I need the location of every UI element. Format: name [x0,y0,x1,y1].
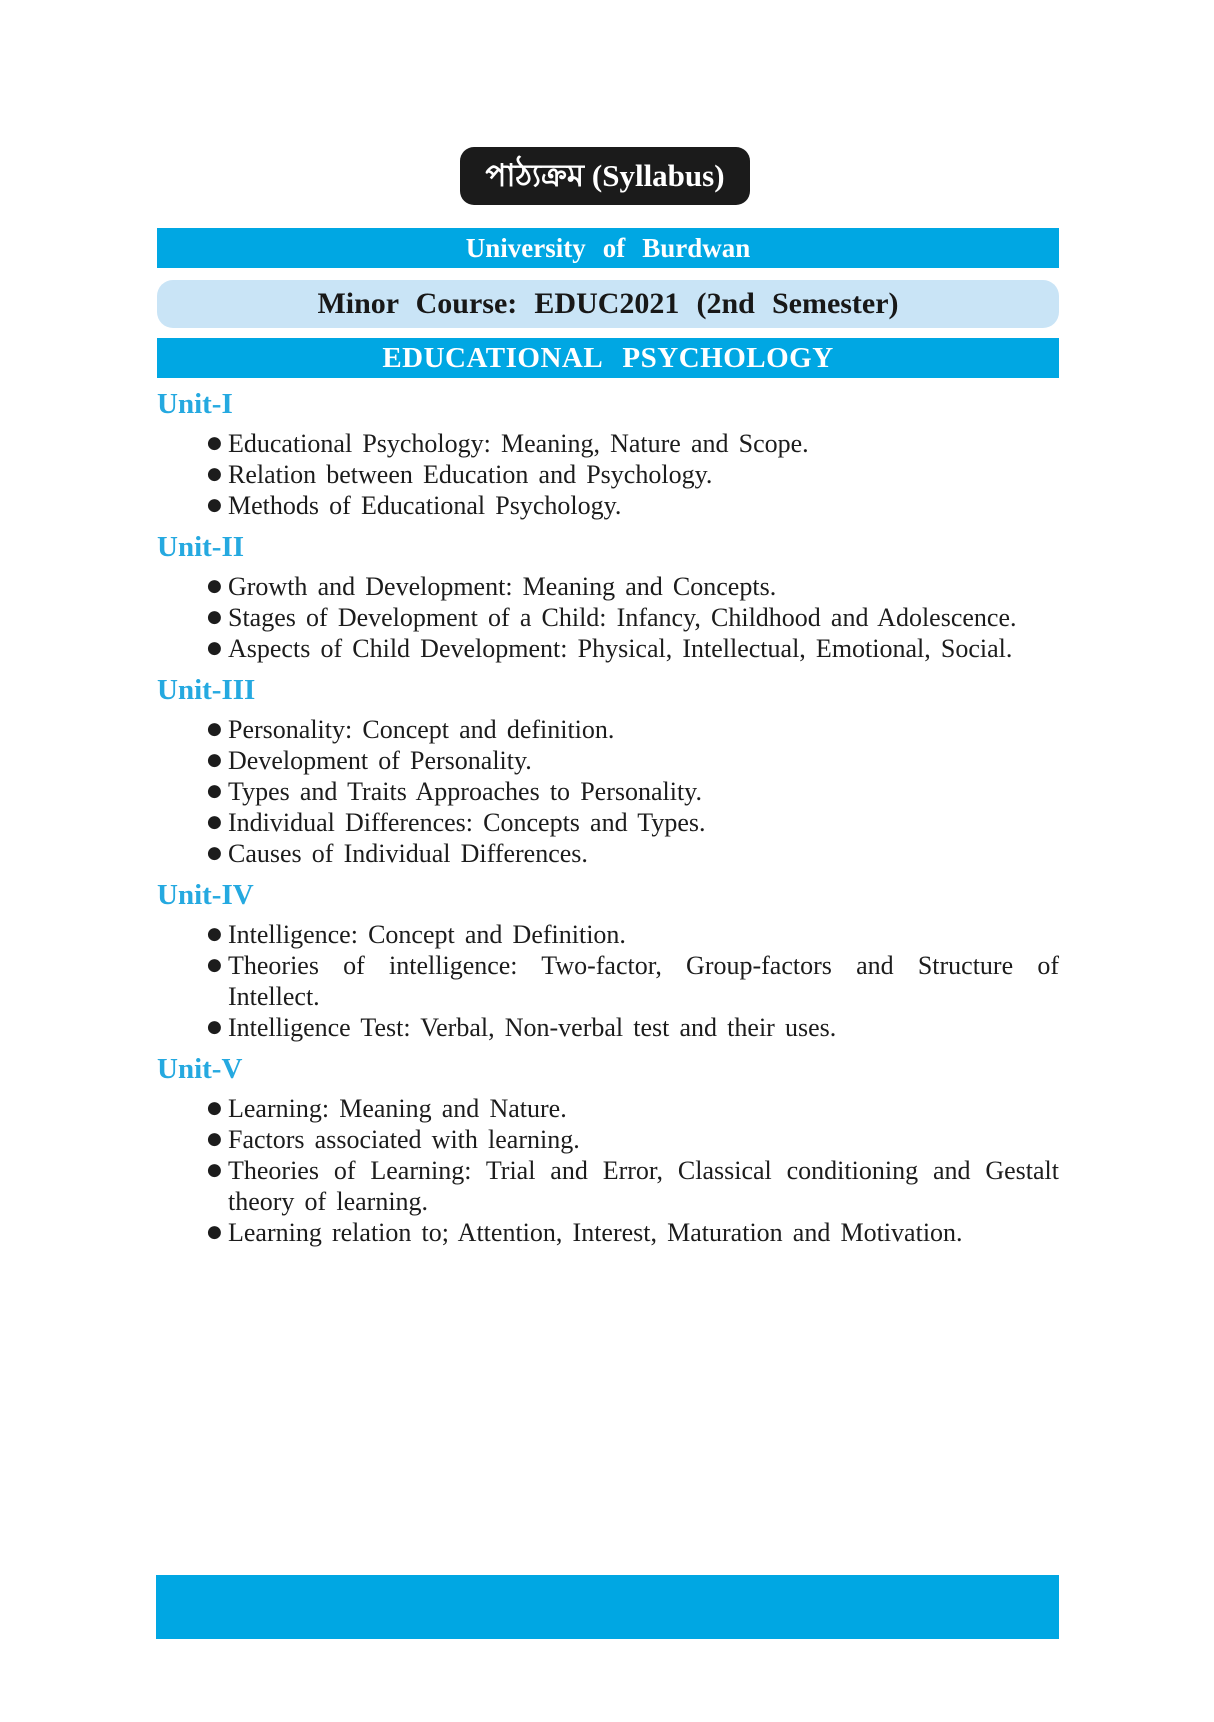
list-item-text: Personality: Concept and definition. [228,715,615,744]
syllabus-list-item [157,571,1059,602]
list-item-text: Theories of intelligence: Two-factor, Group-factors and Structure of Intellect. [228,951,1059,1011]
list-item-text: Growth and Development: Meaning and Concepts. [228,572,777,601]
list-item-text: Individual Differences: Concepts and Types. [228,808,706,837]
syllabus-list-item [157,807,1059,838]
unit-heading: Unit-II [157,531,245,563]
bullet-icon: ● [207,1098,222,1118]
unit-heading: Unit-IV [157,879,254,911]
bullet-icon: ● [207,464,222,484]
course-banner [157,280,1059,328]
bullet-icon: ● [207,924,222,944]
bullet-icon: ● [207,955,222,975]
syllabus-list-item [157,776,1059,807]
bullet-icon: ● [207,638,222,658]
syllabus-list-item [157,745,1059,776]
bullet-icon: ● [207,1129,222,1149]
bullet-icon: ● [207,1222,222,1242]
bullet-icon: ● [207,843,222,863]
syllabus-list-item [157,459,1059,490]
bullet-icon: ● [207,750,222,770]
syllabus-list-item [157,1217,1059,1248]
list-item-text: Methods of Educational Psychology. [228,491,622,520]
list-item-text: Aspects of Child Development: Physical, Intellectual, Emotional, Social. [228,634,1013,663]
syllabus-list-item [157,428,1059,459]
bullet-icon: ● [207,812,222,832]
syllabus-list-item [157,950,1059,1012]
list-item-text: Intelligence: Concept and Definition. [228,920,626,949]
list-item-text: Relation between Education and Psychology. [228,460,713,489]
bullet-icon: ● [207,607,222,627]
list-item-text: Intelligence Test: Verbal, Non-verbal test and their uses. [228,1013,837,1042]
bullet-icon: ● [207,781,222,801]
units-container [157,388,1059,1248]
university-banner [157,228,1059,268]
list-item-text: Theories of Learning: Trial and Error, Classical conditioning and Gestalt theory of learning. [228,1156,1059,1216]
list-item-text: Types and Traits Approaches to Personality. [228,777,702,806]
bullet-icon: ● [207,1017,222,1037]
list-item-text: Educational Psychology: Meaning, Nature and Scope. [228,429,809,458]
list-item-text: Learning relation to; Attention, Interest, Maturation and Motivation. [228,1218,963,1247]
list-item-text: Stages of Development of a Child: Infancy, Childhood and Adolescence. [228,603,1017,632]
list-item-text: Development of Personality. [228,746,532,775]
unit-heading: Unit-I [157,388,233,420]
course-banner-text: Minor Course: EDUC2021 (2nd Semester) [317,287,899,320]
syllabus-list-item [157,838,1059,869]
list-item-text: Factors associated with learning. [228,1125,580,1154]
bullet-icon: ● [207,495,222,515]
syllabus-title-text: পাঠ্যক্রম (Syllabus) [485,158,725,193]
subject-banner [157,338,1059,378]
bullet-icon: ● [207,1160,222,1180]
subject-banner-text: EDUCATIONAL PSYCHOLOGY [382,342,834,374]
list-item-text: Causes of Individual Differences. [228,839,588,868]
bullet-icon: ● [207,576,222,596]
list-item-text: Learning: Meaning and Nature. [228,1094,567,1123]
syllabus-list-item [157,490,1059,521]
university-banner-text: University of Burdwan [465,233,751,263]
syllabus-list-item [157,633,1059,664]
syllabus-list-item [157,1093,1059,1124]
syllabus-list-item [157,1155,1059,1217]
unit-heading: Unit-V [157,1053,243,1085]
syllabus-list-item [157,919,1059,950]
syllabus-list-item [157,1012,1059,1043]
bullet-icon: ● [207,433,222,453]
footer-bar [156,1575,1059,1639]
syllabus-title-badge [460,147,750,205]
syllabus-list-item [157,602,1059,633]
bullet-icon: ● [207,719,222,739]
syllabus-list-item [157,714,1059,745]
syllabus-list-item [157,1124,1059,1155]
unit-heading: Unit-III [157,674,256,706]
